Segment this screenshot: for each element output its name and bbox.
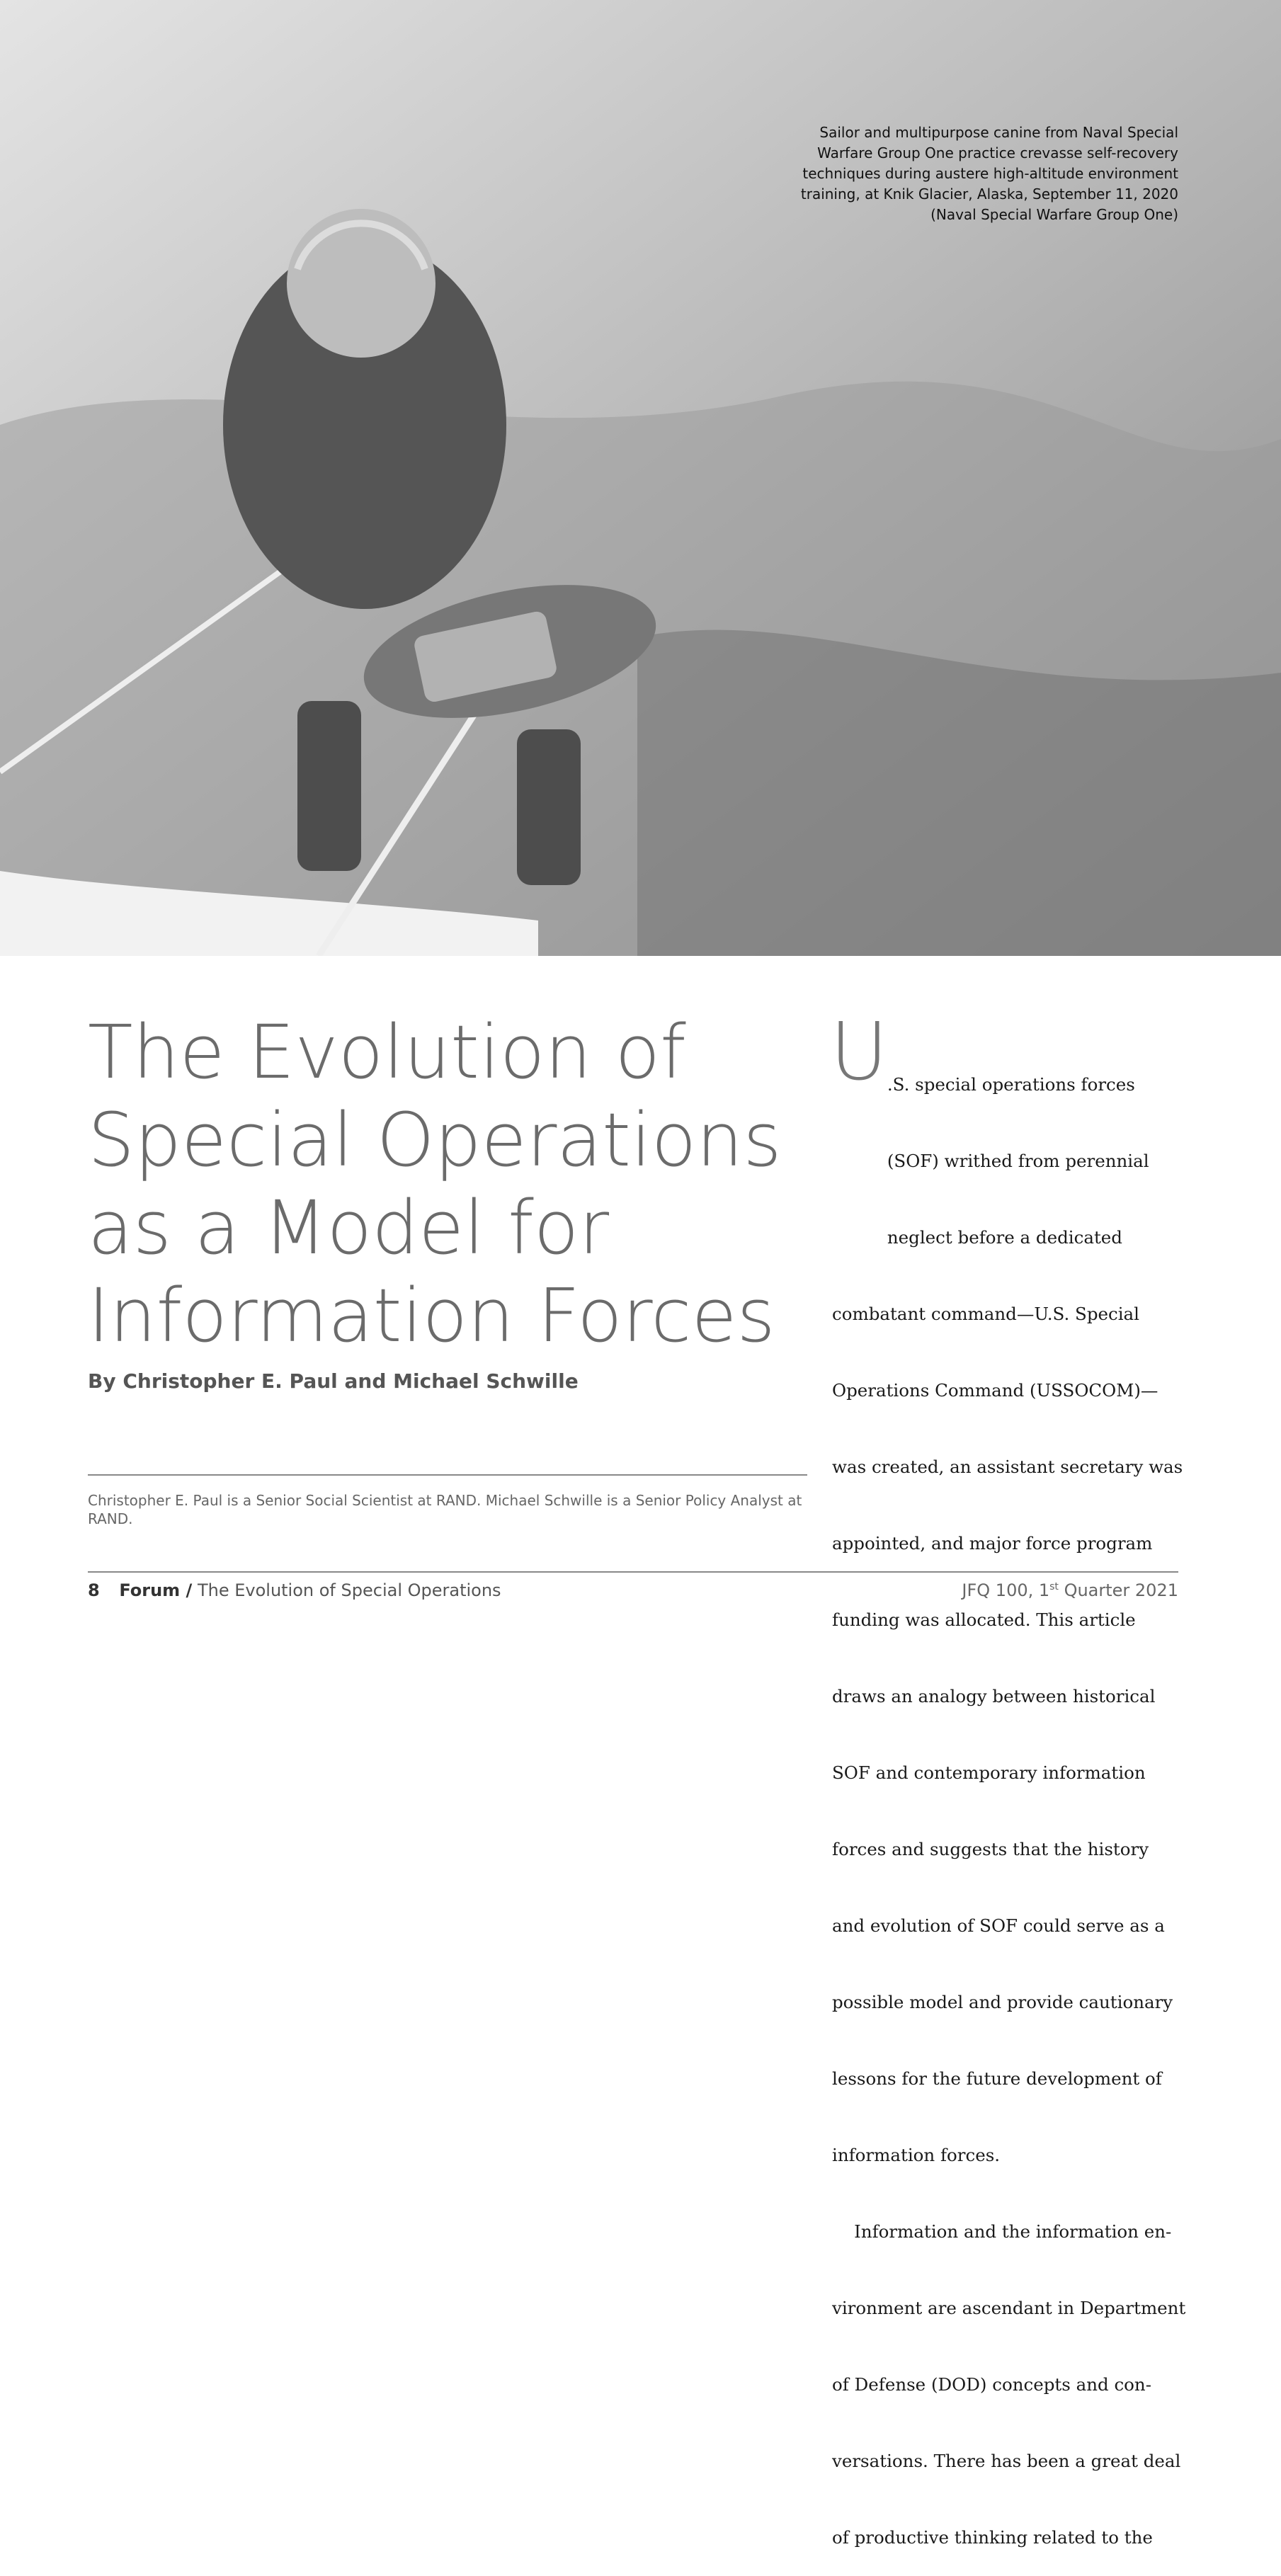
issue-info: [962, 1580, 1178, 1600]
body-line: appointed, and major force program: [832, 1533, 1153, 1554]
caption-line: training, at Knik Glacier, Alaska, September 11, 2020: [800, 186, 1178, 203]
footer-divider: [88, 1571, 1178, 1573]
body-line: lessons for the future development of: [832, 2068, 1162, 2089]
title-line: Special Operations: [88, 1097, 782, 1183]
body-line: Operations Command (USSOCOM)—: [832, 1380, 1158, 1401]
page-number: 8: [88, 1580, 100, 1600]
title-line: as a Model for: [88, 1185, 610, 1271]
running-title: The Evolution of Special Operations: [197, 1580, 501, 1600]
issue-suffix: Quarter 2021: [1058, 1580, 1178, 1600]
article-body: [832, 1021, 1186, 2576]
body-line: versations. There has been a great deal: [832, 2451, 1181, 2471]
body-line: .S. special operations forces: [832, 1074, 1135, 1095]
photo-caption: [782, 122, 1178, 225]
body-line: of Defense (DOD) concepts and con-: [832, 2374, 1151, 2395]
issue-prefix: JFQ 100, 1: [962, 1580, 1050, 1600]
title-line: Information Forces: [88, 1272, 775, 1359]
body-line: and evolution of SOF could serve as a: [832, 1915, 1165, 1936]
drop-cap: U: [830, 1006, 888, 1098]
body-line: was created, an assistant secretary was: [832, 1457, 1183, 1477]
body-line: information forces.: [832, 2145, 1001, 2165]
body-line: (SOF) writhed from perennial: [832, 1151, 1149, 1171]
author-note: Christopher E. Paul is a Senior Social Scientist at RAND. Michael Schwille is a Senior Policy Analyst at RAND.: [88, 1492, 802, 1527]
cover-photo: [0, 0, 1281, 956]
title-line: The Evolution of: [88, 1009, 686, 1095]
article-title: [88, 1008, 796, 1360]
footer-left: [88, 1580, 501, 1600]
caption-line: Sailor and multipurpose canine from Naval Special: [819, 124, 1178, 141]
caption-line: Warfare Group One practice crevasse self-recovery: [817, 144, 1178, 161]
caption-line: techniques during austere high-altitude environment: [802, 165, 1178, 182]
body-line: combatant command—U.S. Special: [832, 1304, 1140, 1324]
body-line: neglect before a dedicated: [832, 1227, 1122, 1248]
caption-line: (Naval Special Warfare Group One): [930, 206, 1178, 223]
body-line: forces and suggests that the history: [832, 1839, 1149, 1859]
issue-superscript: st: [1049, 1581, 1059, 1592]
section-label: Forum /: [119, 1580, 193, 1600]
body-line: of productive thinking related to the: [832, 2527, 1153, 2548]
byline: By Christopher E. Paul and Michael Schwille: [88, 1369, 579, 1393]
body-line: vironment are ascendant in Department: [832, 2298, 1186, 2318]
body-line: Information and the information en-: [832, 2221, 1172, 2242]
author-divider: [88, 1474, 807, 1476]
body-line: possible model and provide cautionary: [832, 1992, 1173, 2012]
body-line: SOF and contemporary information: [832, 1762, 1146, 1783]
body-line: draws an analogy between historical: [832, 1686, 1156, 1706]
body-line: funding was allocated. This article: [832, 1609, 1136, 1630]
